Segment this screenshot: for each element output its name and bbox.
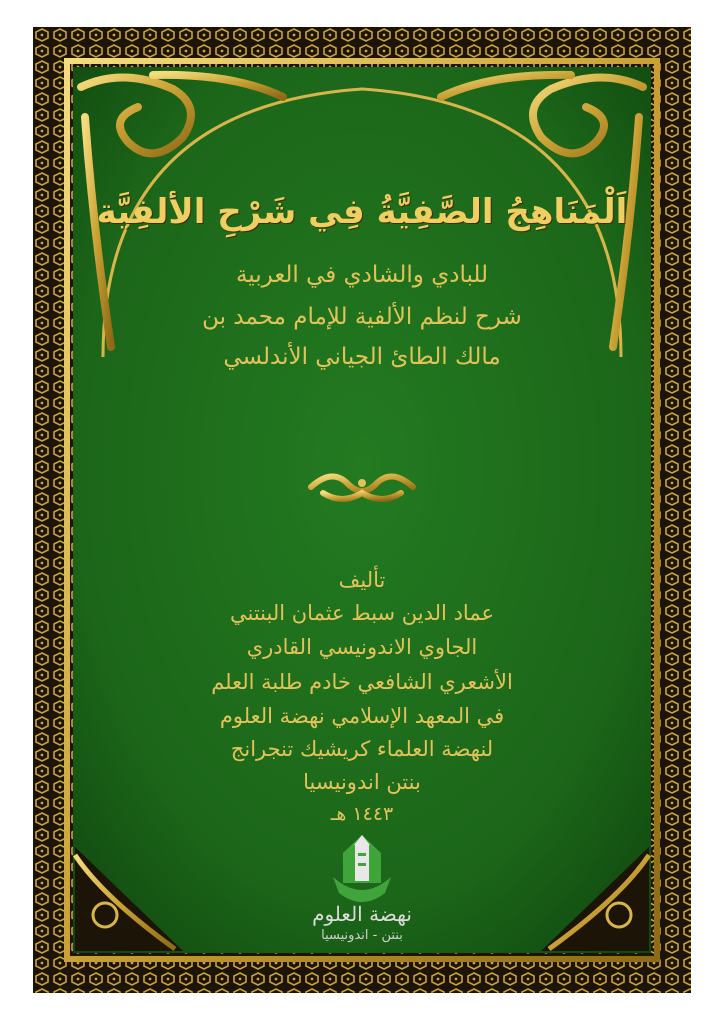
subtitle-line-2: شرح لنظم الألفية للإمام محمد بن	[202, 304, 522, 330]
author-line-1: عماد الدين سبط عثمان البنتني	[230, 601, 494, 625]
author-line-2: الجاوي الاندونيسي القادري	[246, 635, 478, 659]
ornamental-frame	[33, 27, 691, 993]
publication-year: ١٤٤٣ هـ	[330, 803, 394, 825]
subtitle-line-1: للبادي والشادي في العربية	[235, 262, 489, 288]
author-line-6: بنتن اندونيسيا	[303, 770, 421, 794]
subtitle-line-3: مالك الطائ الجياني الأندلسي	[223, 344, 501, 370]
book-cover	[33, 27, 691, 993]
author-line-5: لنهضة العلماء كريشيك تنجرانج	[230, 737, 494, 761]
author-line-4: في المعهد الإسلامي نهضة العلوم	[219, 704, 505, 728]
publisher-name: نهضة العلوم	[312, 902, 412, 926]
author-line-3: الأشعري الشافعي خادم طلبة العلم	[211, 670, 513, 694]
author-heading: تأليف	[338, 568, 386, 592]
book-title: اَلْمَنَاهِجُ الصَّفِيَّةُ فِي شَرْحِ الألفِيَّة	[96, 192, 628, 232]
publisher-location: بنتن - اندونيسيا	[321, 928, 403, 943]
